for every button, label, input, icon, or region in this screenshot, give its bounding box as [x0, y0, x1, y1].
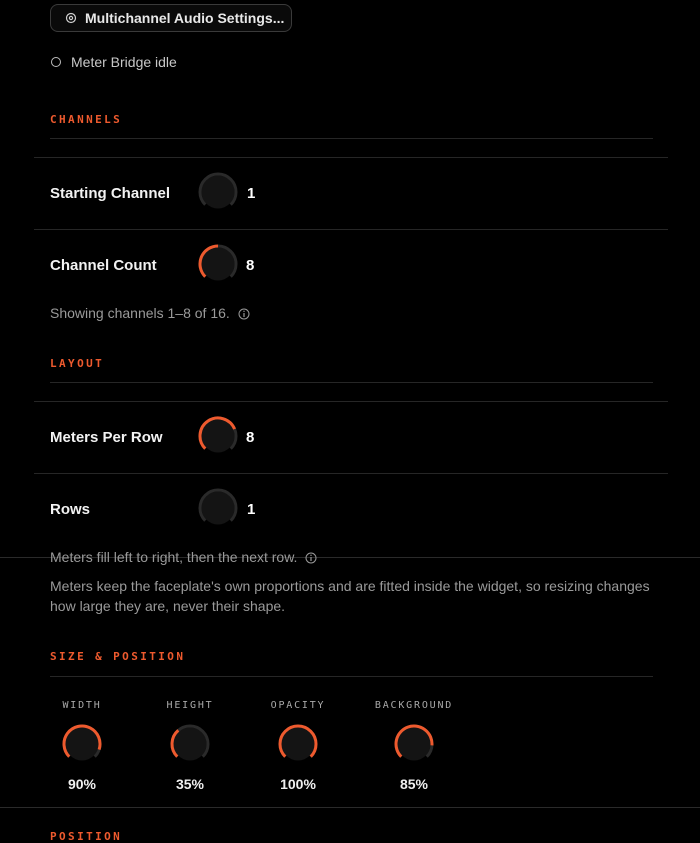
height-control [150, 700, 230, 792]
background-control [364, 700, 464, 792]
section-title-position: POSITION [50, 830, 123, 843]
starting-channel-knob[interactable] [198, 172, 238, 212]
section-divider [50, 382, 653, 383]
width-label: WIDTH [62, 700, 102, 711]
height-label: HEIGHT [166, 700, 214, 711]
section-title-channels: CHANNELS [50, 113, 123, 126]
channels-hint [50, 305, 250, 321]
opacity-knob[interactable] [278, 724, 318, 764]
knob-body [202, 492, 235, 525]
settings-button-label: Multichannel Audio Settings... [85, 10, 285, 26]
channels-hint-text: Showing channels 1–8 of 16. [50, 305, 230, 321]
section-divider [50, 676, 653, 677]
multichannel-audio-settings-button[interactable] [50, 4, 292, 32]
meters-per-row-label: Meters Per Row [50, 429, 163, 446]
section-divider [50, 138, 653, 139]
knob-body [398, 728, 431, 761]
meters-per-row-value: 8 [246, 429, 255, 446]
starting-channel-label: Starting Channel [50, 185, 171, 202]
starting-channel-value: 1 [247, 185, 256, 202]
info-icon[interactable] [238, 308, 250, 320]
opacity-control [258, 700, 338, 792]
rows-value: 1 [247, 501, 256, 518]
info-icon[interactable] [305, 552, 317, 564]
row-divider [34, 401, 668, 402]
opacity-value: 100% [280, 776, 316, 792]
section-title-size-position: SIZE & POSITION [50, 650, 186, 663]
opacity-label: OPACITY [270, 700, 326, 711]
meter-bridge-status [50, 54, 177, 70]
knob-body [282, 728, 315, 761]
full-width-divider [0, 807, 700, 808]
rows-label: Rows [50, 501, 91, 518]
channel-count-knob[interactable] [198, 244, 238, 284]
status-indicator-icon [51, 57, 61, 67]
rows-knob[interactable] [198, 488, 238, 528]
knob-body [202, 420, 235, 453]
knob-body [66, 728, 99, 761]
status-text: Meter Bridge idle [71, 54, 177, 70]
row-divider [34, 473, 668, 474]
background-knob[interactable] [394, 724, 434, 764]
background-label: BACKGROUND [374, 700, 454, 711]
height-value: 35% [175, 776, 205, 792]
gear-icon [65, 12, 77, 24]
knob-body [174, 728, 207, 761]
row-divider [34, 157, 668, 158]
layout-hint-text: Meters fill left to right, then the next row. [50, 549, 298, 565]
width-value: 90% [67, 776, 97, 792]
row-divider [34, 229, 668, 230]
section-title-layout: LAYOUT [50, 357, 105, 370]
meters-per-row-knob[interactable] [198, 416, 238, 456]
layout-hint [50, 549, 317, 565]
channel-count-label: Channel Count [50, 257, 157, 274]
knob-body [202, 248, 235, 281]
background-value: 85% [399, 776, 429, 792]
knob-body [202, 176, 235, 209]
width-control [42, 700, 122, 792]
height-knob[interactable] [170, 724, 210, 764]
channel-count-value: 8 [246, 257, 255, 274]
width-knob[interactable] [62, 724, 102, 764]
layout-description: Meters keep the faceplate's own proportions and are fitted inside the widget, so resizing changes how large they are, never their shape. [50, 578, 650, 614]
